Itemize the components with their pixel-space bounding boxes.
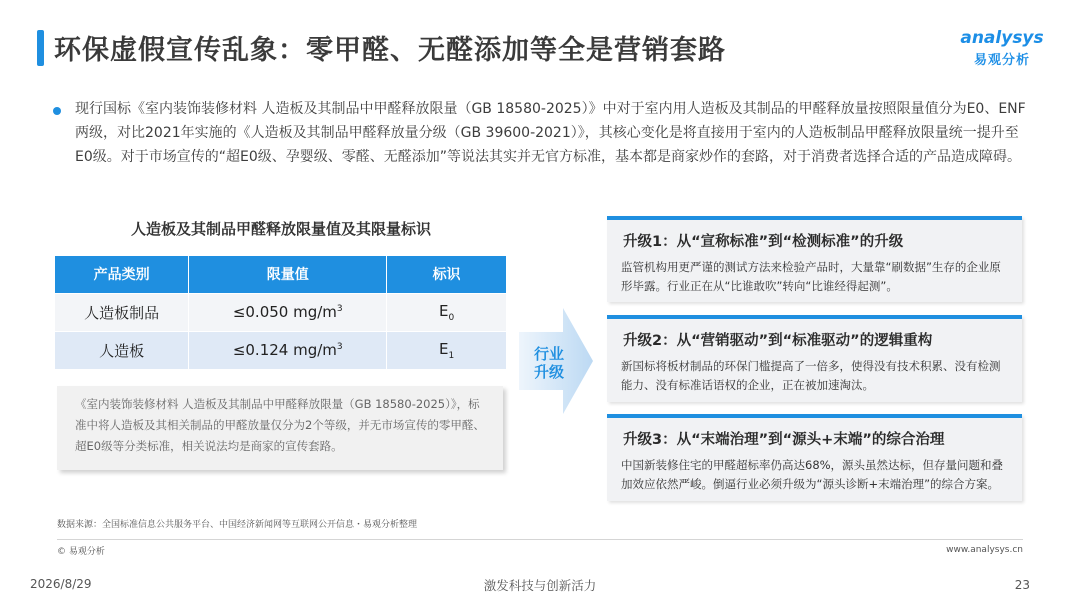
logo-chinese: 易观分析: [973, 53, 1030, 68]
slide-date: 2026/8/29: [30, 577, 92, 591]
cell-mark: [387, 293, 507, 331]
arrow-label-line1: 行业: [533, 345, 564, 363]
upgrade-card-title: 升级1：从“宣称标准”到“检测标准”的升级: [623, 234, 904, 250]
header-category: 产品类别: [55, 256, 189, 293]
limit-value: ≤0.124 mg/m: [232, 341, 337, 360]
arrow-label-line2: 升级: [533, 363, 564, 381]
table-header-row: [55, 256, 507, 293]
brand-logo: [952, 28, 1052, 68]
upgrade-card-body: 中国新装修住宅的甲醛超标率仍高达68%，源头虽然达标，但存量问题和叠加效应依然严峻。倒逼行业必须升级为“源头诊断+末端治理”的综合方案。: [621, 458, 1004, 491]
limit-value: ≤0.050 mg/m: [232, 303, 337, 321]
data-source: 数据来源：全国标准信息公共服务平台、中国经济新闻网等互联网公开信息・易观分析整理: [57, 520, 418, 530]
copyright: © 易观分析: [57, 547, 105, 557]
footer-divider: [57, 539, 1023, 540]
upgrade-card-body: 新国标将板材制品的环保门槛提高了一倍多，使得没有技术积累、没有检测能力、没有标准话语权的企业，正在被加速淘汰。: [621, 359, 1001, 392]
upgrade-card-title: 升级2：从“营销驱动”到“标准驱动”的逻辑重构: [623, 333, 933, 349]
table-title: 人造板及其制品甲醛释放限量值及其限量标识: [130, 220, 431, 238]
mark-letter: E: [438, 301, 449, 320]
header-mark: 标识: [387, 256, 507, 293]
page-title: 环保虚假宣传乱象：零甲醛、无醛添加等全是营销套路: [54, 35, 726, 66]
limit-exponent: 3: [336, 342, 343, 353]
cell-category: 人造板: [55, 331, 189, 369]
upgrade-card-body: 监管机构用更严谨的测试方法来检验产品时，大量靠“刷数据”生存的企业原形毕露。行业正在从“比谁敢吹”转向“比谁经得起测”。: [621, 260, 1001, 293]
logo-english: analysys: [960, 28, 1044, 48]
cell-limit: [189, 331, 387, 369]
upgrade-card: [607, 315, 1022, 402]
cell-category: 人造板制品: [55, 293, 189, 331]
table-row: [55, 331, 507, 369]
title-accent-bar: [37, 30, 44, 66]
limit-exponent: 3: [336, 304, 343, 314]
standard-note-box: 《室内装饰装修材料 人造板及其制品中甲醛释放限量（GB 18580-2025）》，标准中将人造板及其相关制品的甲醛放量仅分为2个等级，并无市场宣传的零甲醛、超E0级等分类标准，相关说法均是商家的宣传套路。: [57, 386, 503, 470]
arrow-label: [529, 345, 569, 381]
upgrade-card: [607, 414, 1022, 501]
header-limit: 限量值: [189, 256, 387, 293]
cell-mark: [387, 331, 507, 369]
mark-subscript: 1: [448, 350, 455, 361]
upgrade-card: [607, 216, 1022, 302]
intro-paragraph: 现行国标《室内装饰装修材料 人造板及其制品中甲醛释放限量（GB 18580-2025）》中对于室内用人造板及其制品的甲醛释放量按照限量值分为E0、ENF两级，对比2021年实施的《人造板及其制品甲醛释放量分级（GB 39600-2021）》，其核心变化是将直接用于室内的人造板制品甲醛释放限量统一提升至E0级。对于市场宣传的“超E0级、孕婴级、零醛、无醛添加”等说法其实并无官方标准，基本都是商家炒作的套路，对于消费者选择合适的产品造成障碍。: [75, 101, 1026, 165]
cell-limit: [189, 293, 387, 331]
bullet-icon: [53, 107, 61, 115]
table-row: [55, 293, 507, 331]
limits-table: [55, 256, 507, 369]
mark-letter: E: [438, 339, 449, 358]
page-number: 23: [1014, 578, 1030, 592]
footer-slogan: 激发科技与创新活力: [483, 578, 597, 593]
mark-subscript: 0: [448, 312, 455, 323]
website-link[interactable]: www.analysys.cn: [946, 545, 1023, 555]
upgrade-card-title: 升级3：从“末端治理”到“源头+末端”的综合治理: [623, 432, 945, 448]
